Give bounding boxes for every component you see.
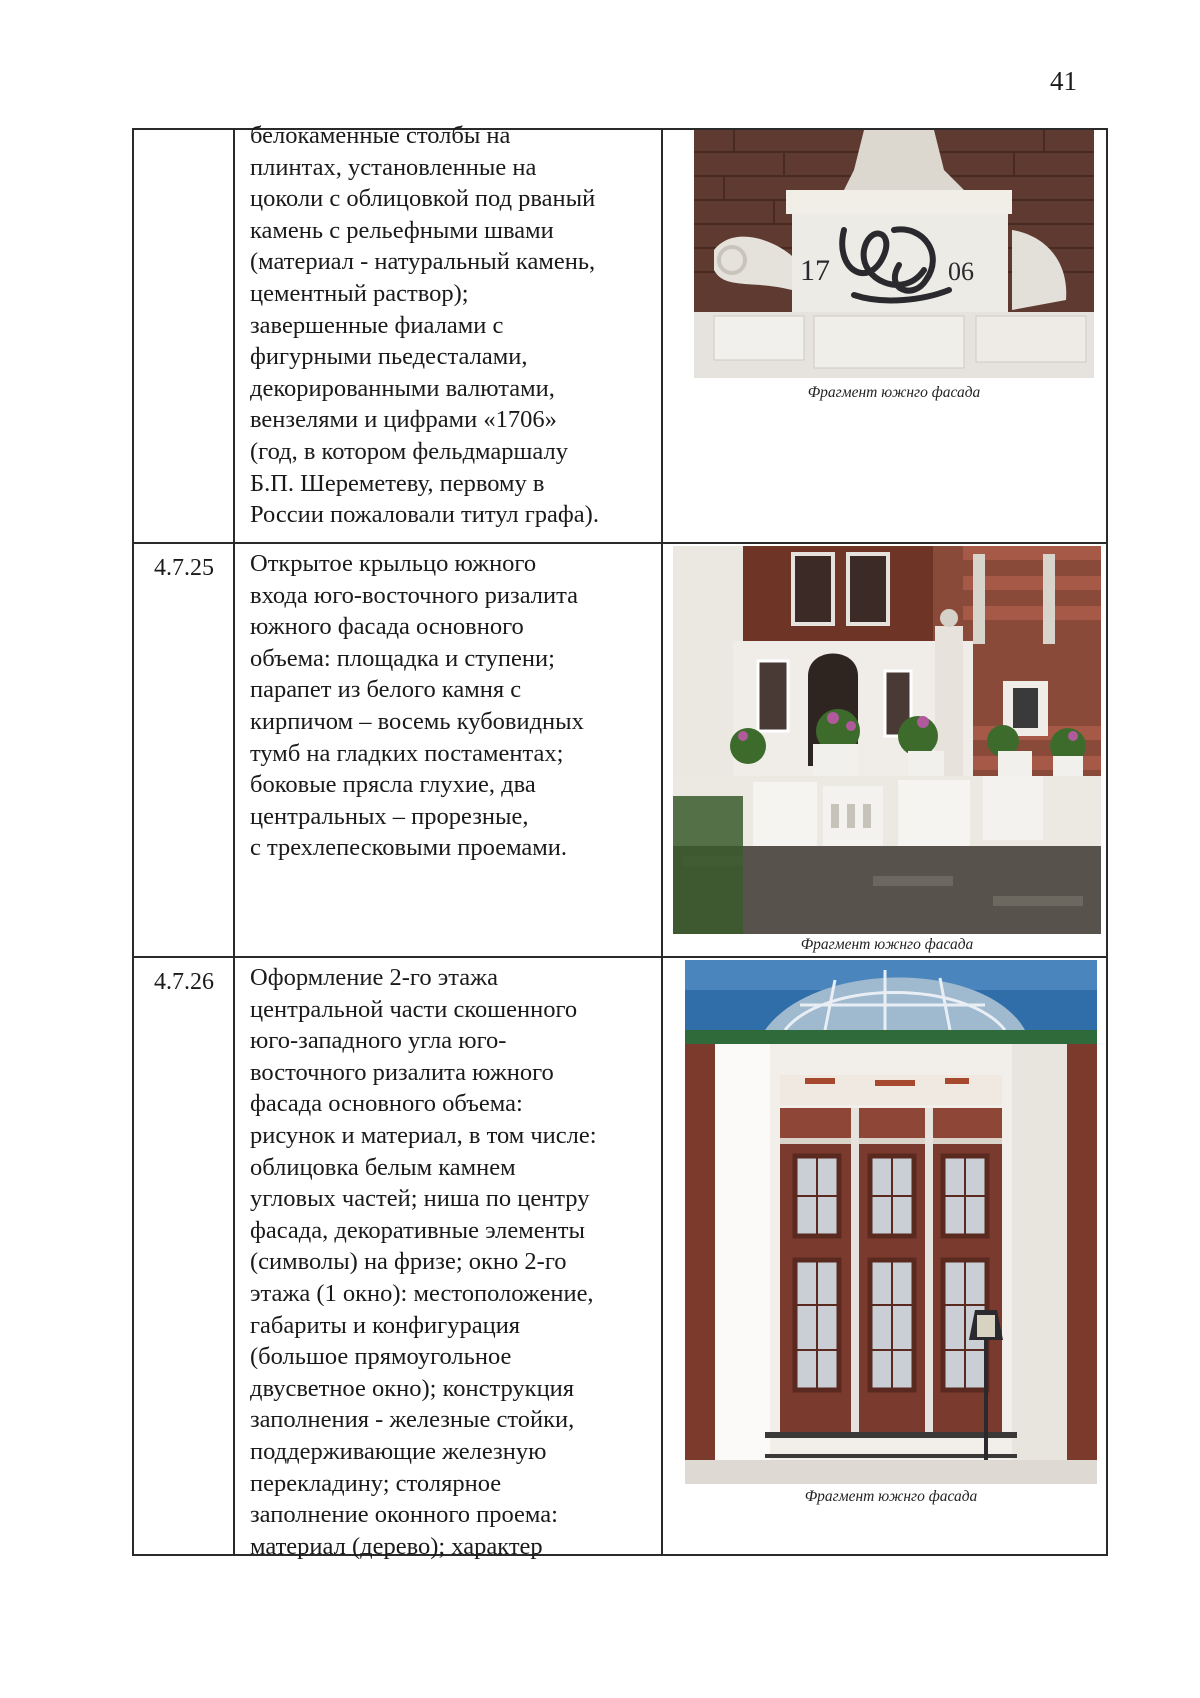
date-digits-right: 06 bbox=[948, 257, 974, 286]
photo-gate-pillar-monogram bbox=[694, 130, 1094, 378]
row-number: 4.7.25 bbox=[154, 555, 214, 581]
table-column-divider-1 bbox=[233, 128, 235, 1556]
photo-caption: Фрагмент южнго фасада bbox=[804, 1488, 978, 1505]
row-description: Открытое крыльцо южного входа юго-восточного ризалита южного фасада основного объема: площадка и ступени; парапет из белого камня с кирпичом – восемь кубовидных тумб на гладких постаментах; боковые прясла глухие, два центральных – прорезные, с трехлепесковыми проемами. bbox=[250, 550, 584, 862]
table-column-divider-2 bbox=[661, 128, 663, 1556]
photo-south-porch bbox=[673, 546, 1101, 934]
photo-caption: Фрагмент южнго фасада bbox=[807, 384, 981, 401]
table-border-right bbox=[1106, 128, 1108, 1556]
date-digits-left: 17 bbox=[800, 254, 830, 287]
photo-southwest-corner-window bbox=[685, 960, 1097, 1484]
table-row-divider-2 bbox=[132, 956, 1108, 958]
row-description: Оформление 2-го этажа центральной части скошенного юго-западного угла юго- восточного ризалита южного фасада основного объема: рисунок и материал, в том числе: облицовка белым камнем угловых частей; ниша по центру фасада, декоративные элементы (символы) на фризе; окно 2-го этажа (1 окно): местоположение, габариты и конфигурация (большое прямоугольное двусветное окно); конструкция заполнения - железные стойки, поддерживающие железную перекладину; столярное заполнение оконного проема: материал (дерево); характер bbox=[250, 964, 597, 1560]
heritage-elements-table bbox=[132, 122, 1108, 1560]
page-number: 41 bbox=[1050, 66, 1077, 96]
table-border-left bbox=[132, 128, 134, 1556]
table-row-divider-1 bbox=[132, 542, 1108, 544]
row-description: белокаменные столбы на плинтах, установленные на цоколи с облицовкой под рваный камень с рельефными швами (материал - натуральный камень, цементный раствор); завершенные фиалами с фигурными пьедесталами, декорированными валютами, вензелями и цифрами «1706» (год, в котором фельдмаршалу Б.П. Шереметеву, первому в России пожаловали титул графа). bbox=[250, 122, 599, 529]
row-number: 4.7.26 bbox=[154, 969, 214, 995]
photo-caption: Фрагмент южнго фасада bbox=[800, 936, 974, 953]
